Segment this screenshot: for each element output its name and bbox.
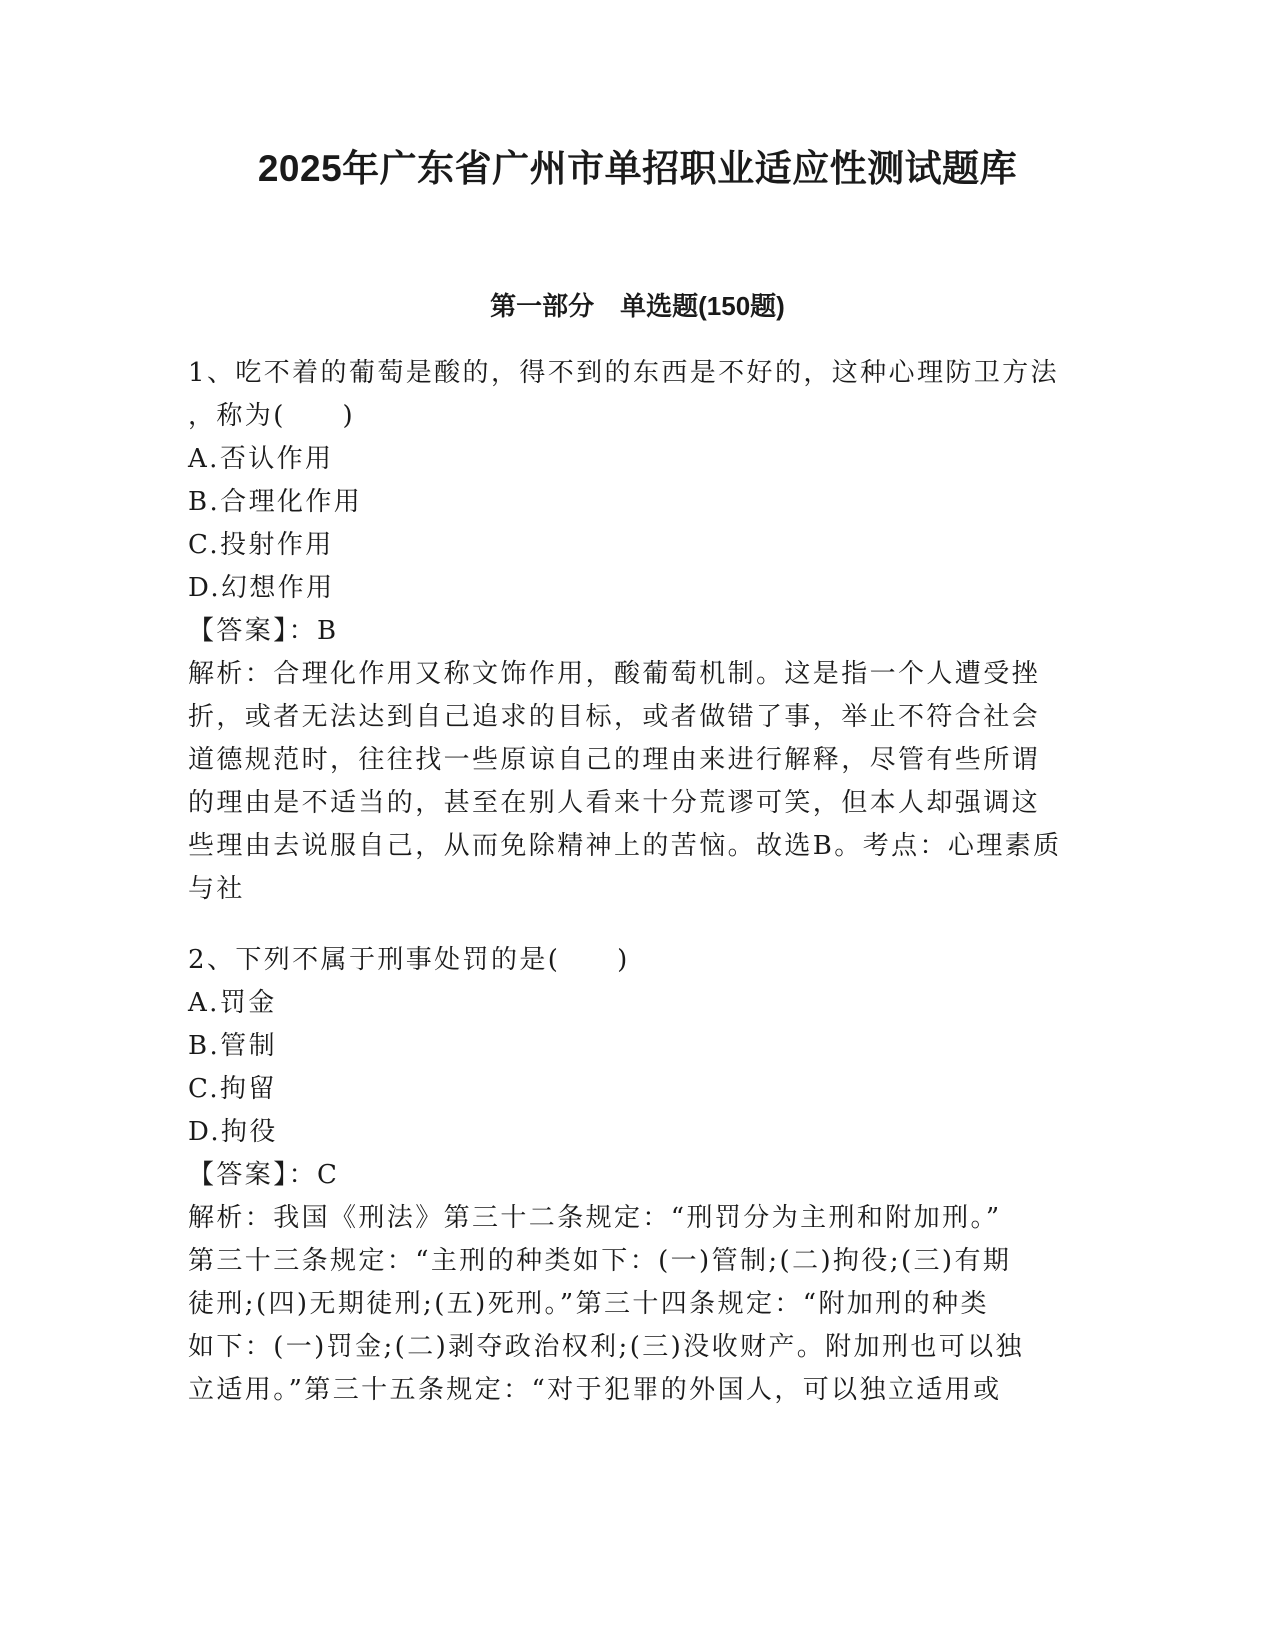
analysis-line: 徒刑;(四)无期徒刑;(五)死刑。”第三十四条规定：“附加刑的种类 bbox=[188, 1289, 989, 1319]
option-c: C.拘留 bbox=[188, 1074, 277, 1104]
analysis-line: 第三十三条规定：“主刑的种类如下：(一)管制;(二)拘役;(三)有期 bbox=[188, 1246, 1012, 1276]
question-stem-line: ，称为( ) bbox=[188, 401, 356, 431]
question-list bbox=[188, 352, 1088, 1412]
analysis-line: 立适用。”第三十五条规定：“对于犯罪的外国人，可以独立适用或 bbox=[188, 1375, 1002, 1405]
option-d: D.拘役 bbox=[188, 1117, 278, 1147]
analysis-line: 与社 bbox=[188, 874, 245, 904]
analysis-line: 道德规范时，往往找一些原谅自己的理由来进行解释，尽管有些所谓 bbox=[188, 745, 1041, 775]
analysis-line: 如下：(一)罚金;(二)剥夺政治权利;(三)没收财产。附加刑也可以独 bbox=[188, 1332, 1024, 1362]
question-1 bbox=[188, 352, 1088, 911]
analysis-line: 解析：合理化作用又称文饰作用，酸葡萄机制。这是指一个人遭受挫 bbox=[188, 659, 1041, 689]
option-c: C.投射作用 bbox=[188, 530, 334, 560]
option-a: A.罚金 bbox=[188, 988, 277, 1018]
option-d: D.幻想作用 bbox=[188, 573, 335, 603]
section-title: 第一部分 单选题(150题) bbox=[490, 291, 785, 321]
question-stem-line: 2、下列不属于刑事处罚的是( ) bbox=[188, 945, 630, 975]
analysis-line: 折，或者无法达到自己追求的目标，或者做错了事，举止不符合社会 bbox=[188, 702, 1041, 732]
option-b: B.合理化作用 bbox=[188, 487, 363, 517]
question-spacer bbox=[188, 911, 1088, 939]
option-b: B.管制 bbox=[188, 1031, 277, 1061]
question-2 bbox=[188, 939, 1088, 1412]
question-stem-line: 1、吃不着的葡萄是酸的，得不到的东西是不好的，这种心理防卫方法 bbox=[188, 358, 1059, 388]
analysis-line: 的理由是不适当的，甚至在别人看来十分荒谬可笑，但本人却强调这 bbox=[188, 788, 1041, 818]
answer-line: 【答案】：B bbox=[188, 616, 339, 646]
option-a: A.否认作用 bbox=[188, 444, 334, 474]
analysis-line: 解析：我国《刑法》第三十二条规定：“刑罚分为主刑和附加刑。” bbox=[188, 1203, 1002, 1233]
analysis-line: 些理由去说服自己，从而免除精神上的苦恼。故选B。考点：心理素质 bbox=[188, 831, 1062, 861]
document-title: 2025年广东省广州市单招职业适应性测试题库 bbox=[257, 148, 1018, 189]
answer-line: 【答案】：C bbox=[188, 1160, 340, 1190]
